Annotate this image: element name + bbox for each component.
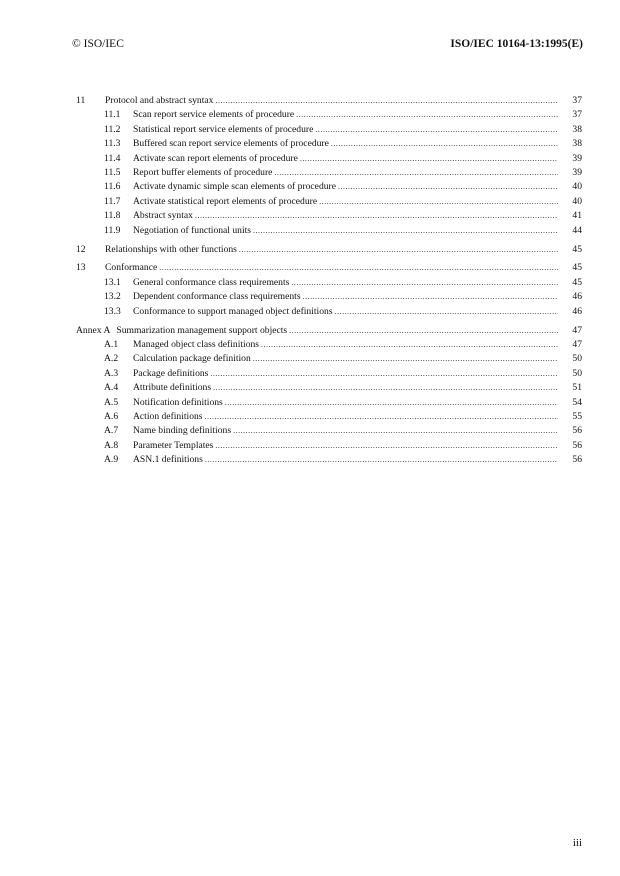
toc-entry[interactable] [76, 397, 582, 411]
toc-entry[interactable] [76, 244, 582, 258]
toc-entry[interactable] [76, 153, 582, 167]
toc-leader [205, 412, 558, 421]
toc-entry-title: Package definitions [133, 367, 209, 379]
toc-leader [274, 168, 558, 177]
toc-entry-page: 37 [572, 109, 582, 121]
toc-entry-number: 11.1 [104, 109, 121, 121]
toc-entry-number: A.1 [104, 339, 119, 351]
toc-leader [335, 307, 558, 316]
toc-entry[interactable] [76, 95, 582, 109]
toc-leader [215, 96, 558, 105]
toc-entry-title: Protocol and abstract syntax [105, 95, 214, 106]
toc-entry-title: Scan report service elements of procedure [133, 109, 295, 121]
toc-entry[interactable] [76, 196, 582, 210]
toc-entry[interactable] [76, 109, 582, 123]
toc-leader [253, 354, 558, 363]
toc-entry-page: 50 [572, 367, 582, 379]
toc-entry[interactable] [76, 225, 582, 239]
toc-entry[interactable] [76, 124, 582, 138]
footer-page-number: iii [572, 837, 582, 849]
toc-entry-page: 39 [572, 166, 582, 178]
toc-entry-title: ASN.1 definitions [133, 454, 203, 466]
toc-leader [205, 455, 558, 464]
toc-entry-number: 11.4 [104, 152, 121, 164]
toc-entry-number: A.5 [104, 396, 119, 408]
toc-entry-page: 54 [572, 396, 582, 408]
toc-entry-page: 56 [572, 425, 582, 437]
toc-entry-page: 47 [572, 324, 582, 336]
toc-entry-page: 50 [572, 353, 582, 365]
toc-entry-page: 38 [572, 123, 582, 135]
toc-entry-number: 11.7 [104, 195, 121, 207]
toc-entry[interactable] [76, 291, 582, 305]
toc-entry-number: 11.3 [104, 138, 121, 150]
toc-entry-page: 47 [572, 339, 582, 351]
toc-entry-page: 45 [572, 276, 582, 288]
toc-leader [331, 139, 558, 148]
toc-entry-title: Summarization management support objects [116, 324, 288, 336]
toc-entry[interactable] [76, 425, 582, 439]
toc-entry[interactable] [76, 262, 582, 276]
toc-leader [225, 398, 558, 407]
toc-entry-number: 11.9 [104, 224, 121, 236]
toc-entry-title: Abstract syntax [133, 210, 193, 222]
toc-leader [338, 182, 558, 191]
toc-entry[interactable] [76, 339, 582, 353]
toc-entry-number: A.2 [104, 353, 119, 365]
toc-entry-number: 11.2 [104, 123, 121, 135]
header-copyright: © ISO/IEC [72, 38, 124, 50]
toc-leader [233, 426, 558, 435]
toc-entry-number: 13.2 [104, 291, 121, 303]
toc-leader [315, 125, 558, 134]
toc-entry[interactable] [76, 411, 582, 425]
toc-entry-number: 13.3 [104, 305, 121, 317]
toc-entry[interactable] [76, 138, 582, 152]
toc-leader [239, 245, 558, 254]
toc-entry-number: A.7 [104, 425, 119, 437]
toc-entry-title: Calculation package definition [133, 353, 251, 365]
toc-entry-page: 46 [572, 305, 582, 317]
toc-entry[interactable] [76, 440, 582, 454]
header-standard-id: ISO/IEC 10164-13:1995(E) [450, 38, 583, 50]
toc-leader [253, 226, 558, 235]
toc-entry-page: 56 [572, 454, 582, 466]
toc-entry-page: 40 [572, 181, 582, 193]
toc-leader [210, 369, 558, 378]
toc-entry-number: A.6 [104, 410, 119, 422]
toc-entry-page: 45 [572, 243, 582, 255]
toc-entry-title: Relationships with other functions [105, 243, 237, 255]
toc-entry-number: A.4 [104, 382, 119, 394]
toc-entry-page: 51 [572, 382, 582, 394]
toc-entry-title: Conformance to support managed object definitions [133, 305, 333, 317]
toc-entry-page: 39 [572, 152, 582, 164]
toc-entry[interactable] [76, 181, 582, 195]
toc-entry-number: 11.8 [104, 210, 121, 222]
toc-entry[interactable] [76, 382, 582, 396]
toc-entry-page: 56 [572, 439, 582, 451]
toc-entry-number: A.9 [104, 454, 119, 466]
toc-entry[interactable] [76, 353, 582, 367]
toc-entry-title: Activate statistical report elements of procedure [133, 195, 318, 207]
toc-entry[interactable] [76, 454, 582, 468]
toc-entry-title: Dependent conformance class requirements [133, 291, 301, 303]
toc-leader [261, 340, 558, 349]
toc-entry-title: Managed object class definitions [133, 339, 260, 351]
toc-leader [319, 197, 558, 206]
toc-entry[interactable] [76, 210, 582, 224]
toc-entry-title: Conformance [105, 262, 158, 274]
toc-entry-title: General conformance class requirements [133, 276, 290, 288]
toc-entry-title: Activate dynamic simple scan elements of procedure [133, 181, 336, 193]
toc-entry-title: Activate scan report elements of procedure [133, 152, 298, 164]
table-of-contents [76, 95, 582, 469]
toc-entry-number: A.3 [104, 367, 119, 379]
toc-entry-number: 13.1 [104, 276, 121, 288]
toc-entry-page: 44 [572, 224, 582, 236]
toc-entry-title: Buffered scan report service elements of procedure [133, 138, 329, 150]
toc-entry-page: 46 [572, 291, 582, 303]
toc-entry-number: 13 [76, 262, 86, 274]
toc-leader [291, 278, 558, 287]
toc-entry-page: 55 [572, 410, 582, 422]
toc-entry-number: Annex A [76, 324, 111, 336]
toc-entry-title: Statistical report service elements of procedure [133, 123, 314, 135]
toc-entry-number: A.8 [104, 439, 119, 451]
toc-leader [215, 441, 558, 450]
toc-leader [159, 263, 558, 272]
toc-entry-title: Negotiation of functional units [133, 224, 252, 236]
toc-entry[interactable] [76, 306, 582, 320]
toc-leader [300, 154, 558, 163]
toc-entry[interactable] [76, 167, 582, 181]
toc-entry-page: 45 [572, 262, 582, 274]
toc-entry-title: Notification definitions [133, 396, 223, 408]
toc-entry-title: Name binding definitions [133, 425, 232, 437]
toc-entry-number: 11.5 [104, 166, 121, 178]
toc-entry-page: 37 [572, 95, 582, 106]
toc-entry[interactable] [76, 277, 582, 291]
toc-leader [303, 292, 558, 301]
toc-leader [296, 110, 558, 119]
toc-leader [213, 383, 558, 392]
toc-entry[interactable] [76, 368, 582, 382]
toc-leader [195, 211, 558, 220]
toc-entry-number: 11.6 [104, 181, 121, 193]
toc-entry-page: 38 [572, 138, 582, 150]
toc-entry[interactable] [76, 325, 582, 339]
toc-entry-title: Parameter Templates [133, 439, 214, 451]
toc-leader [289, 326, 558, 335]
toc-entry-title: Report buffer elements of procedure [133, 166, 273, 178]
toc-entry-page: 41 [572, 210, 582, 222]
toc-entry-title: Action definitions [133, 410, 203, 422]
toc-entry-number: 11 [76, 95, 86, 106]
toc-entry-number: 12 [76, 243, 86, 255]
toc-entry-page: 40 [572, 195, 582, 207]
toc-entry-title: Attribute definitions [133, 382, 212, 394]
